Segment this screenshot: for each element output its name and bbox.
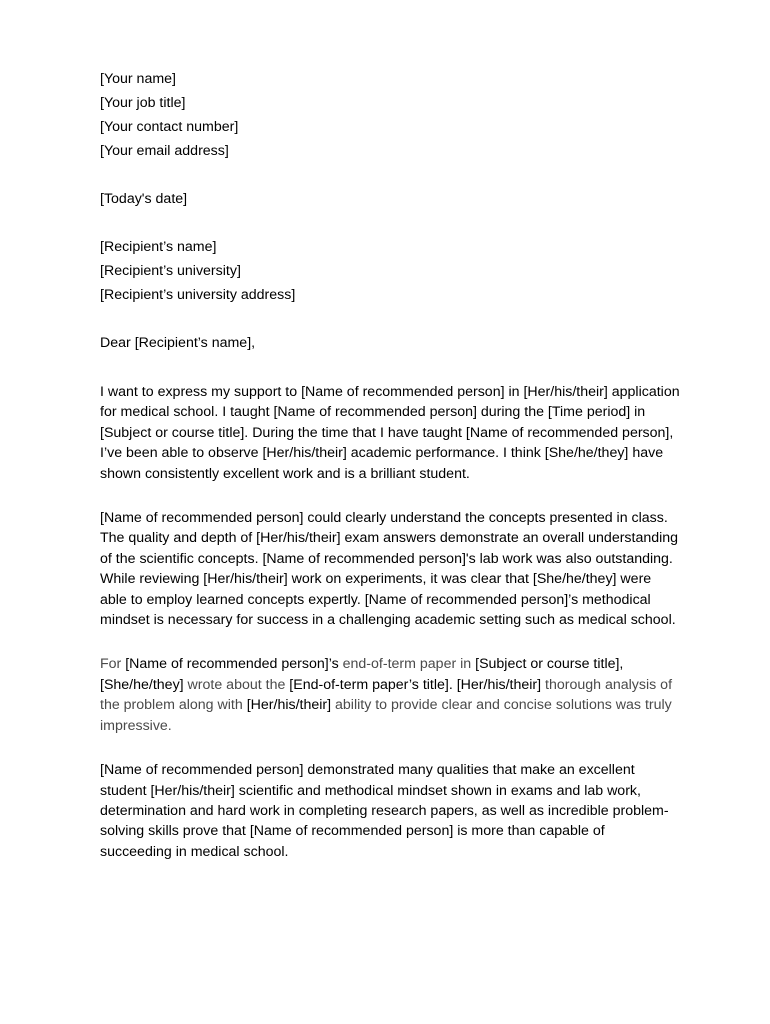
recipient-university: [Recipient’s university] bbox=[100, 263, 241, 279]
recipient-block bbox=[100, 235, 680, 307]
recipient-name: [Recipient’s name] bbox=[100, 239, 217, 255]
paragraph-3-part-2: [Name of recommended person]’s bbox=[125, 656, 339, 673]
sender-job-title: [Your job title] bbox=[100, 95, 186, 111]
paragraph-3 bbox=[100, 654, 680, 736]
paragraph-3-part-1: For bbox=[100, 656, 126, 673]
paragraph-3-part-5: wrote about the bbox=[183, 676, 290, 693]
paragraph-3-part-4: [Subject or course title], [She/he/they] bbox=[100, 656, 624, 693]
sender-name: [Your name] bbox=[100, 71, 176, 87]
sender-email: [Your email address] bbox=[100, 143, 229, 159]
date-block bbox=[100, 187, 680, 211]
paragraph-3-part-3: end-of-term paper in bbox=[338, 656, 476, 673]
paragraph-2: [Name of recommended person] could clearly understand the concepts presented in class. The quality and depth of [Her/his/their] exam answers demonstrate an overall understanding of the scientific concepts. [Name of recommended person]'s lab work was also outstanding. While reviewing [Her/his/their] work on experiments, it was clear that [She/he/they] were able to employ learned concepts expertly. [Name of recommended person]’s methodical mindset is necessary for success in a challenging academic setting such as medical school. bbox=[100, 510, 679, 629]
sender-block bbox=[100, 67, 680, 163]
paragraph-3-part-9: ability to provide clear and concise solutions was truly impressive. bbox=[100, 697, 672, 734]
paragraph-1: I want to express my support to [Name of recommended person] in [Her/his/their] application for medical school. I taught [Name of recommended person] during the [Time period] in [Subject or course title]. During the time that I have taught [Name of recommended person], I’ve been able to observe [Her/his/their] academic performance. I think [She/he/they] have shown consistently excellent work and is a brilliant student. bbox=[100, 384, 680, 482]
paragraph-3-part-6: [End-of-term paper’s title]. [Her/his/their] bbox=[289, 676, 542, 693]
letter-date: [Today's date] bbox=[100, 191, 188, 207]
salutation-block bbox=[100, 331, 680, 355]
recommendation-letter bbox=[100, 67, 680, 862]
paragraph-3-part-7: thorough analysis of the problem along with bbox=[100, 676, 673, 714]
recipient-address: [Recipient’s university address] bbox=[100, 287, 296, 303]
sender-contact-number: [Your contact number] bbox=[100, 119, 239, 135]
salutation: Dear [Recipient’s name], bbox=[100, 335, 256, 351]
paragraph-3-part-8: [Her/his/their] bbox=[246, 697, 332, 714]
paragraph-4: [Name of recommended person] demonstrated many qualities that make an excellent student [Her/his/their] scientific and methodical mindset shown in exams and lab work, determination and hard work in completing research papers, as well as incredible problem-solving skills prove that [Name of recommended person] is more than capable of succeeding in medical school. bbox=[100, 762, 669, 860]
